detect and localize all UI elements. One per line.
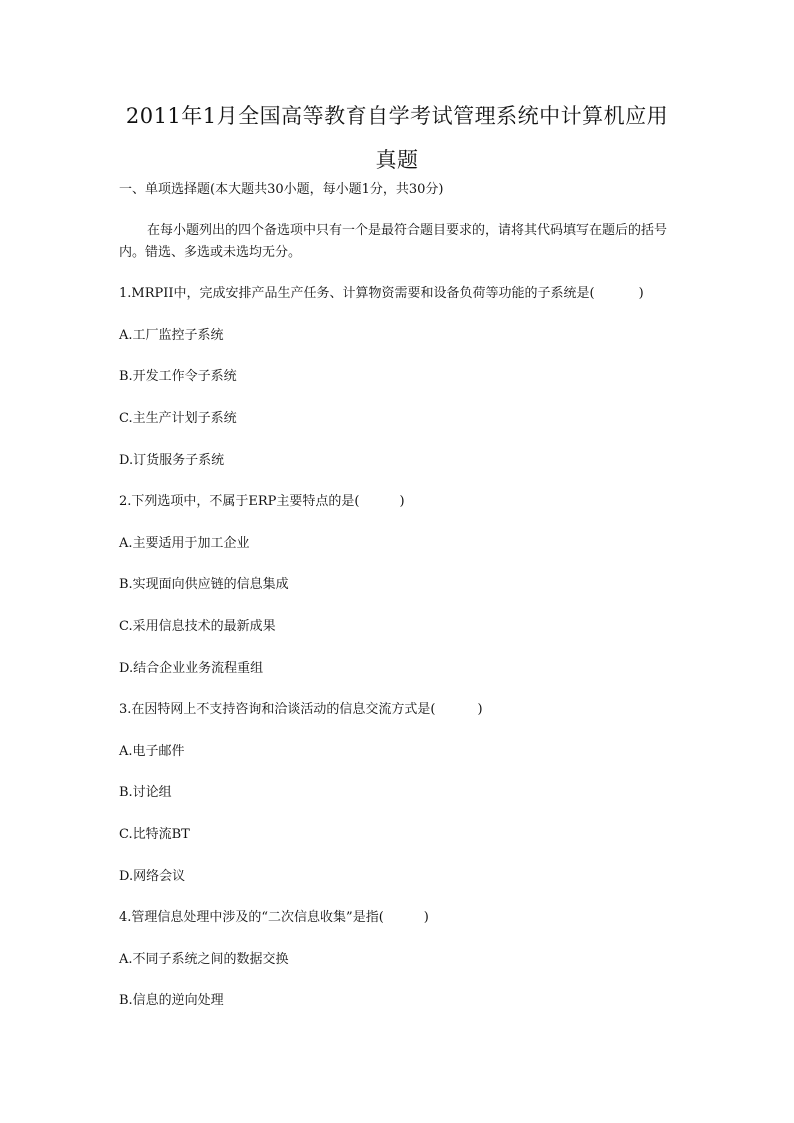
- instructions-paragraph: 在每小题列出的四个备选项中只有一个是最符合题目要求的，请将其代码填写在题后的括号内。错选、多选或未选均无分。: [119, 223, 668, 260]
- question-3-close: ): [477, 702, 483, 717]
- question-2-option-c: C.采用信息技术的最新成果: [119, 619, 276, 634]
- question-3-option-b: B.讨论组: [119, 785, 172, 800]
- question-3-option-d: D.网络会议: [119, 869, 186, 884]
- question-1-close: ): [638, 286, 644, 301]
- question-4-stem: 4.管理信息处理中涉及的“二次信息收集”是指(: [119, 910, 384, 925]
- question-2-close: ): [399, 494, 405, 509]
- question-1-option-c: C.主生产计划子系统: [119, 411, 237, 426]
- question-1-option-d: D.订货服务子系统: [119, 453, 225, 468]
- document-title-line2: 真题: [375, 148, 419, 172]
- question-3-stem: 3.在因特网上不支持咨询和洽谈活动的信息交流方式是(: [119, 702, 436, 717]
- question-2-option-a: A.主要适用于加工企业: [119, 536, 250, 551]
- document-title-line1: 2011年1月全国高等教育自学考试管理系统中计算机应用: [125, 104, 669, 128]
- question-3-option-a: A.电子邮件: [119, 744, 185, 759]
- question-3: [119, 703, 483, 716]
- question-4-close: ): [423, 910, 429, 925]
- question-1-stem: 1.MRPII中，完成安排产品生产任务、计算物资需要和设备负荷等功能的子系统是(: [119, 286, 595, 301]
- question-2: [119, 495, 405, 508]
- question-1-option-b: B.开发工作令子系统: [119, 369, 237, 384]
- question-4-option-a: A.不同子系统之间的数据交换: [119, 952, 289, 967]
- section-heading: 一、单项选择题(本大题共30小题，每小题1分，共30分): [119, 182, 444, 197]
- question-4: [119, 911, 429, 924]
- question-2-stem: 2.下列选项中，不属于ERP主要特点的是(: [119, 494, 360, 509]
- question-1-option-a: A.工厂监控子系统: [119, 328, 224, 343]
- question-4-option-b: B.信息的逆向处理: [119, 993, 224, 1008]
- question-3-option-c: C.比特流BT: [119, 827, 190, 842]
- question-2-option-d: D.结合企业业务流程重组: [119, 661, 264, 676]
- question-2-option-b: B.实现面向供应链的信息集成: [119, 577, 289, 592]
- question-1: [119, 287, 644, 300]
